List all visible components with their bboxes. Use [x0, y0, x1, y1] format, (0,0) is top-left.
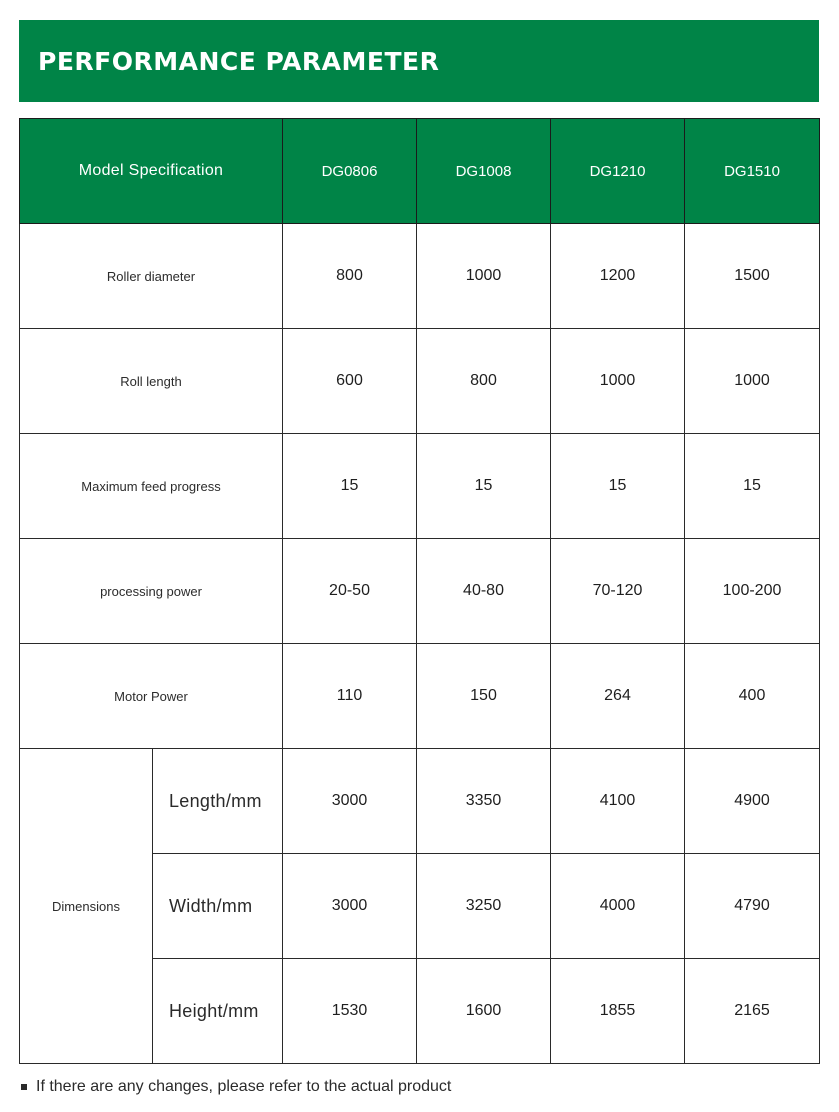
square-bullet-icon — [21, 1084, 27, 1090]
table-cell: 15 — [283, 434, 417, 539]
table-cell: 4790 — [685, 854, 820, 959]
table-cell: 15 — [551, 434, 685, 539]
table-cell: 3350 — [417, 749, 551, 854]
table-cell: 4100 — [551, 749, 685, 854]
footnote-text: If there are any changes, please refer to the actual product — [36, 1078, 452, 1095]
table-cell: 20-50 — [283, 539, 417, 644]
table-cell: 1200 — [551, 224, 685, 329]
dimension-sub-label: Length/mm — [153, 749, 283, 854]
table-cell: 15 — [417, 434, 551, 539]
row-label: Roll length — [20, 329, 283, 434]
table-cell: 1000 — [551, 329, 685, 434]
table-cell: 1530 — [283, 959, 417, 1064]
table-cell: 15 — [685, 434, 820, 539]
table-cell: 70-120 — [551, 539, 685, 644]
table-cell: 4900 — [685, 749, 820, 854]
table-row — [20, 224, 820, 329]
dimension-sub-label: Height/mm — [153, 959, 283, 1064]
table-cell: 1855 — [551, 959, 685, 1064]
model-spec-header: Model Specification — [20, 119, 283, 224]
table-cell: 3000 — [283, 854, 417, 959]
table-cell: 264 — [551, 644, 685, 749]
table-cell: 100-200 — [685, 539, 820, 644]
model-header: DG0806 — [283, 119, 417, 224]
footnote — [19, 1078, 451, 1096]
row-label: Maximum feed progress — [20, 434, 283, 539]
table-row — [20, 749, 820, 854]
table-cell: 3000 — [283, 749, 417, 854]
table-cell: 150 — [417, 644, 551, 749]
table-cell: 4000 — [551, 854, 685, 959]
table-row — [20, 644, 820, 749]
table-cell: 800 — [283, 224, 417, 329]
title-banner — [19, 20, 819, 102]
table-cell: 2165 — [685, 959, 820, 1064]
table-cell: 3250 — [417, 854, 551, 959]
table-cell: 600 — [283, 329, 417, 434]
table-cell: 110 — [283, 644, 417, 749]
model-header: DG1210 — [551, 119, 685, 224]
row-label: Roller diameter — [20, 224, 283, 329]
table-cell: 40-80 — [417, 539, 551, 644]
table-row — [20, 539, 820, 644]
table-row — [20, 434, 820, 539]
table-cell: 1000 — [417, 224, 551, 329]
table-row — [20, 329, 820, 434]
spec-table — [19, 118, 820, 1064]
model-header: DG1510 — [685, 119, 820, 224]
page-title: PERFORMANCE PARAMETER — [38, 46, 440, 76]
table-cell: 800 — [417, 329, 551, 434]
row-label: Motor Power — [20, 644, 283, 749]
table-cell: 1600 — [417, 959, 551, 1064]
table-cell: 1000 — [685, 329, 820, 434]
row-label: processing power — [20, 539, 283, 644]
model-header: DG1008 — [417, 119, 551, 224]
dimension-sub-label: Width/mm — [153, 854, 283, 959]
table-header-row — [20, 119, 820, 224]
table-cell: 400 — [685, 644, 820, 749]
dimensions-label: Dimensions — [20, 749, 153, 1064]
table-cell: 1500 — [685, 224, 820, 329]
